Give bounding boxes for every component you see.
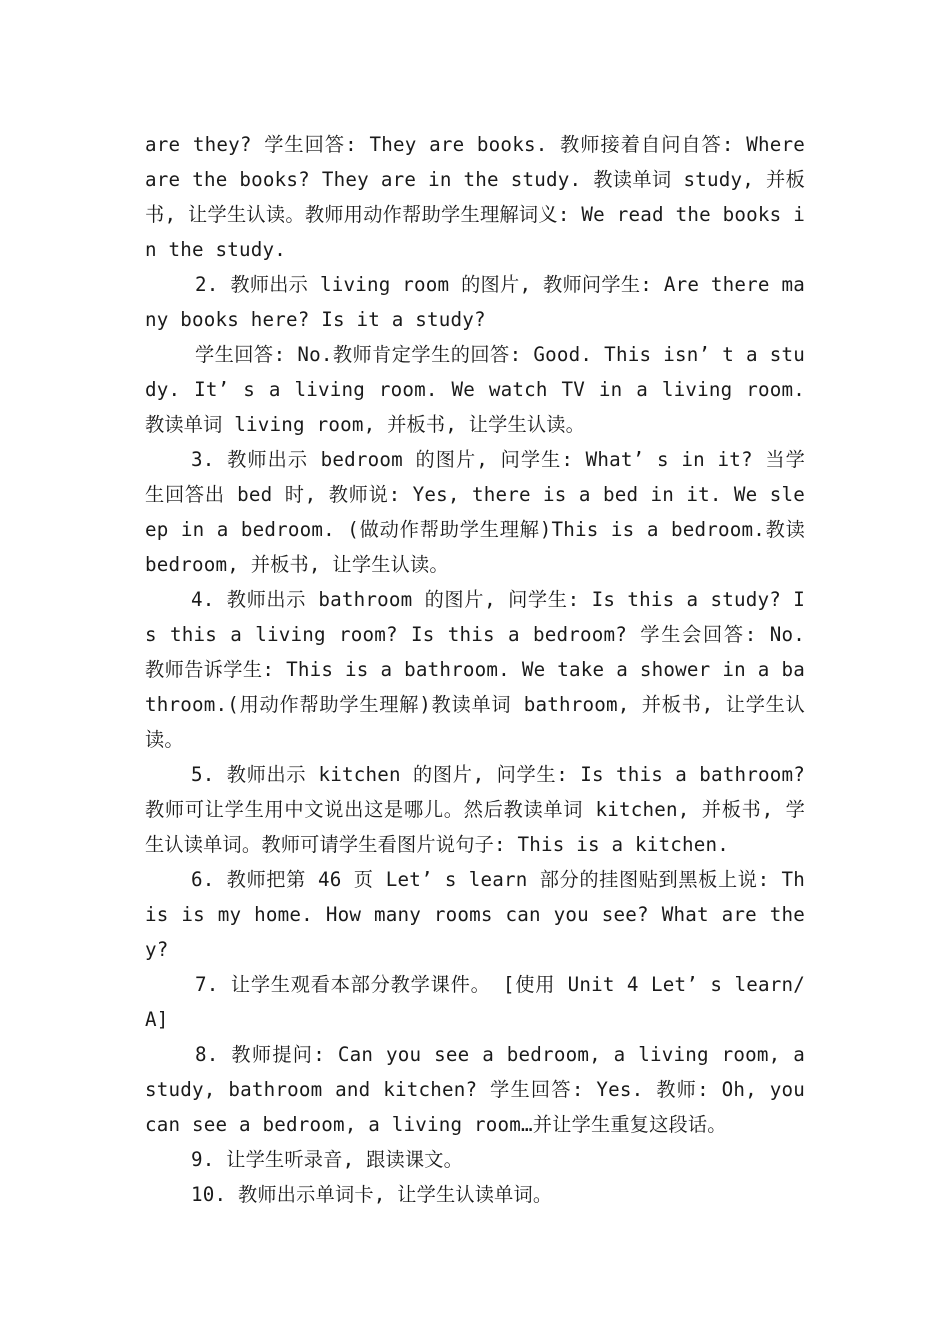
paragraph-step-4: 4. 教师出示 bathroom 的图片, 问学生: Is this a study? Is this a living room? Is this a bedroom? 学生会回答: No. 教师告诉学生: This is a bathroom. We take a shower in a bathroom.(用动作帮助学生理解)教读单词 bathroom, 并板书, 让学生认读。: [145, 588, 805, 751]
document-body: [145, 127, 805, 1212]
paragraph-step-5: 5. 教师出示 kitchen 的图片, 问学生: Is this a bathroom? 教师可让学生用中文说出这是哪儿。然后教读单词 kitchen, 并板书, 学生认读单词。教师可请学生看图片说句子: This is a kitchen.: [145, 763, 805, 856]
paragraph-study-intro: are they? 学生回答: They are books. 教师接着自问自答: Where are the books? They are in the study. 教读单词 study, 并板书, 让学生认读。教师用动作帮助学生理解词义: We read the books in the study.: [145, 133, 805, 261]
paragraph-step-8: 8. 教师提问: Can you see a bedroom, a living room, a study, bathroom and kitchen? 学生回答: Yes. 教师: Oh, you can see a bedroom, a living room…并让学生重复这段话。: [145, 1043, 805, 1136]
paragraph-step-9: 9. 让学生听录音, 跟读课文。: [191, 1148, 464, 1171]
paragraph-step-10: 10. 教师出示单词卡, 让学生认读单词。: [191, 1183, 553, 1206]
paragraph-step-2: 2. 教师出示 living room 的图片, 教师问学生: Are there many books here? Is it a study?: [145, 273, 805, 331]
paragraph-living-room-answer: 学生回答: No.教师肯定学生的回答: Good. This isn’ t a study. It’ s a living room. We watch TV in a living room. 教读单词 living room, 并板书, 让学生认读。: [145, 343, 805, 436]
paragraph-step-7: 7. 让学生观看本部分教学课件。 [使用 Unit 4 Let’ s learn/A]: [145, 973, 805, 1031]
paragraph-step-6: 6. 教师把第 46 页 Let’ s learn 部分的挂图贴到黑板上说: This is my home. How many rooms can you see? What are they?: [145, 868, 805, 961]
paragraph-step-3: 3. 教师出示 bedroom 的图片, 问学生: What’ s in it? 当学生回答出 bed 时, 教师说: Yes, there is a bed in it. We sleep in a bedroom. (做动作帮助学生理解)This is a bedroom.教读 bedroom, 并板书, 让学生认读。: [145, 448, 805, 576]
